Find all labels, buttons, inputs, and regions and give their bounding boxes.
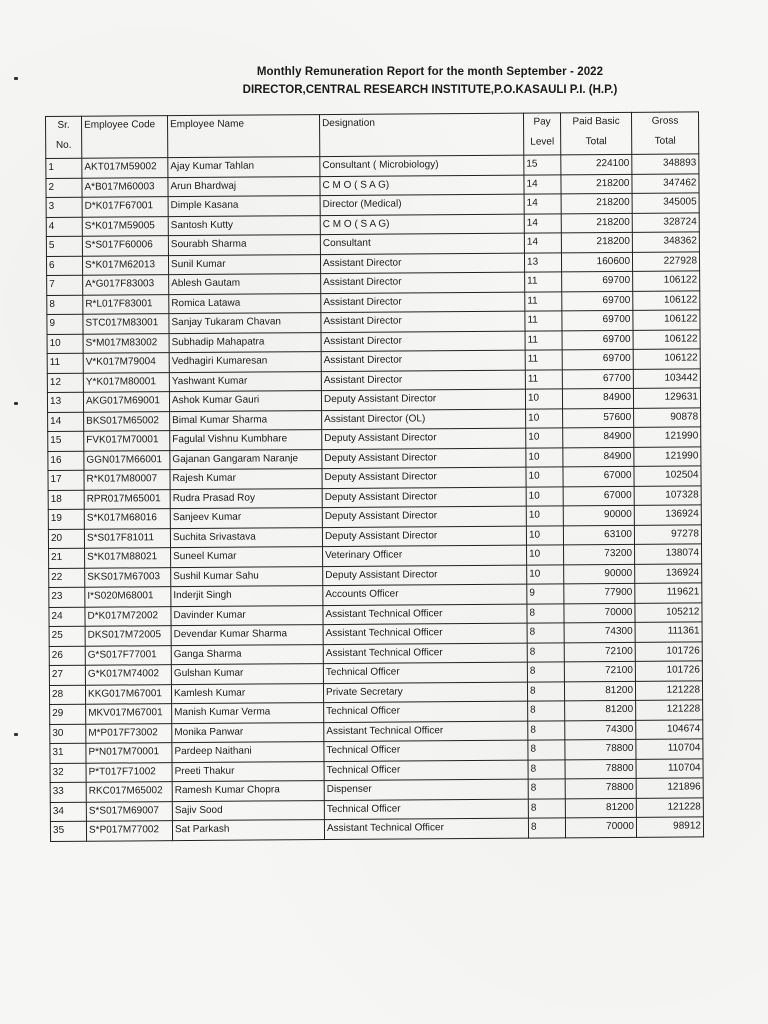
cell-gross-total: 106122 (633, 290, 700, 310)
cell-paid-basic: 63100 (563, 525, 634, 545)
cell-paid-basic: 73200 (564, 544, 635, 564)
cell-paid-basic: 69700 (562, 349, 633, 369)
cell-employee-name: Ramesh Kumar Chopra (172, 781, 324, 802)
cell-pay-level: 14 (524, 233, 561, 253)
cell-sr: 27 (49, 665, 85, 685)
cell-sr: 5 (46, 236, 82, 256)
cell-designation: Deputy Assistant Director (322, 526, 526, 547)
cell-employee-name: Ablesh Gautam (169, 274, 321, 295)
cell-gross-total: 138074 (635, 544, 702, 564)
cell-paid-basic: 218200 (561, 193, 632, 213)
cell-sr: 11 (47, 353, 83, 373)
cell-employee-name: Vedhagiri Kumaresan (169, 352, 321, 373)
cell-gross-total: 227928 (632, 251, 699, 271)
cell-gross-total: 136924 (634, 505, 701, 525)
remuneration-table (45, 111, 704, 841)
cell-pay-level: 10 (527, 564, 564, 584)
cell-sr: 24 (49, 607, 85, 627)
cell-sr: 6 (46, 256, 82, 276)
cell-gross-total: 110704 (636, 739, 703, 759)
cell-pay-level: 10 (526, 467, 563, 487)
cell-gross-total: 103442 (633, 368, 700, 388)
cell-designation: Veterinary Officer (323, 545, 527, 566)
cell-paid-basic: 218200 (561, 232, 632, 252)
cell-paid-basic: 57600 (563, 408, 634, 428)
cell-designation: Director (Medical) (320, 194, 524, 215)
cell-pay-level: 11 (525, 291, 562, 311)
cell-employee-code: S*S017F81011 (84, 528, 170, 548)
cell-sr: 16 (48, 451, 84, 471)
cell-employee-name: Rajesh Kumar (170, 469, 322, 490)
cell-gross-total: 121228 (636, 700, 703, 720)
cell-pay-level: 8 (527, 603, 564, 623)
cell-employee-code: S*K017M62013 (82, 255, 168, 275)
cell-employee-name: Ashok Kumar Gauri (169, 391, 321, 412)
cell-sr: 2 (46, 178, 82, 198)
cell-employee-name: Sourabh Sharma (168, 235, 320, 256)
cell-paid-basic: 67000 (563, 466, 634, 486)
cell-sr: 32 (50, 763, 86, 783)
cell-gross-total: 106122 (633, 271, 700, 291)
cell-employee-code: V*K017M79004 (83, 353, 169, 373)
cell-employee-name: Monika Panwar (172, 722, 324, 743)
cell-paid-basic: 84900 (563, 427, 634, 447)
cell-gross-total: 121228 (635, 680, 702, 700)
cell-sr: 21 (49, 548, 85, 568)
cell-pay-level: 10 (526, 525, 563, 545)
cell-pay-level: 8 (527, 681, 564, 701)
cell-employee-code: S*K017M59005 (82, 216, 168, 236)
cell-employee-name: Inderjit Singh (171, 586, 323, 607)
cell-employee-name: Fagulal Vishnu Kumbhare (170, 430, 322, 451)
cell-employee-code: AKG017M69001 (83, 392, 169, 412)
scan-speck (14, 733, 18, 736)
cell-employee-code: D*K017F67001 (82, 197, 168, 217)
cell-employee-code: M*P017F73002 (86, 723, 172, 743)
cell-designation: Assistant Technical Officer (323, 643, 527, 664)
cell-designation: Assistant Director (321, 370, 525, 391)
cell-employee-name: Suneel Kumar (171, 547, 323, 568)
cell-sr: 25 (49, 626, 85, 646)
cell-employee-name: Dimple Kasana (168, 196, 320, 217)
cell-sr: 17 (48, 470, 84, 490)
col-header-gross: Gross Total (631, 112, 698, 154)
cell-employee-code: S*K017M88021 (85, 548, 171, 568)
cell-employee-code: Y*K017M80001 (83, 372, 169, 392)
scan-speck (14, 77, 18, 80)
cell-gross-total: 97278 (634, 524, 701, 544)
cell-employee-code: AKT017M59002 (82, 158, 168, 178)
cell-designation: Deputy Assistant Director (322, 448, 526, 469)
cell-paid-basic: 69700 (562, 330, 633, 350)
cell-sr: 28 (49, 685, 85, 705)
cell-paid-basic: 69700 (562, 310, 633, 330)
cell-pay-level: 14 (524, 174, 561, 194)
cell-sr: 9 (47, 314, 83, 334)
cell-employee-name: Gajanan Gangaram Naranje (170, 449, 322, 470)
cell-gross-total: 348362 (632, 232, 699, 252)
cell-designation: Assistant Technical Officer (323, 623, 527, 644)
cell-employee-code: R*L017F83001 (83, 294, 169, 314)
cell-gross-total: 102504 (634, 466, 701, 486)
cell-designation: Technical Officer (324, 760, 528, 781)
cell-designation: Deputy Assistant Director (323, 565, 527, 586)
cell-employee-code: BKS017M65002 (84, 411, 170, 431)
cell-paid-basic: 72100 (564, 642, 635, 662)
cell-gross-total: 104674 (636, 719, 703, 739)
cell-employee-name: Romica Latawa (169, 293, 321, 314)
cell-gross-total: 106122 (633, 329, 700, 349)
cell-employee-name: Subhadip Mahapatra (169, 332, 321, 353)
cell-employee-code: GGN017M66001 (84, 450, 170, 470)
col-header-code: Employee Code (82, 116, 168, 159)
cell-designation: Assistant Technical Officer (324, 721, 528, 742)
table-header-row (46, 112, 699, 159)
col-header-pay-level: Pay Level (523, 113, 560, 155)
cell-designation: Dispenser (324, 779, 528, 800)
cell-employee-code: A*G017F83003 (83, 275, 169, 295)
cell-designation: Assistant Director (320, 253, 524, 274)
cell-sr: 13 (47, 392, 83, 412)
cell-designation: C M O ( S A G) (320, 214, 524, 235)
cell-pay-level: 8 (527, 642, 564, 662)
col-header-sr: Sr. No. (46, 116, 82, 158)
cell-employee-code: I*S020M68001 (85, 587, 171, 607)
cell-sr: 26 (49, 646, 85, 666)
cell-gross-total: 121896 (636, 778, 703, 798)
cell-employee-name: Pardeep Naithani (172, 742, 324, 763)
cell-sr: 31 (50, 743, 86, 763)
cell-employee-code: G*S017F77001 (85, 645, 171, 665)
cell-pay-level: 8 (527, 662, 564, 682)
cell-employee-name: Davinder Kumar (171, 605, 323, 626)
cell-paid-basic: 77900 (564, 583, 635, 603)
cell-employee-name: Arun Bhardwaj (168, 176, 320, 197)
cell-employee-code: S*S017F60006 (82, 236, 168, 256)
cell-paid-basic: 69700 (562, 291, 633, 311)
cell-sr: 35 (50, 821, 86, 841)
cell-paid-basic: 81200 (565, 798, 636, 818)
cell-employee-code: S*K017M68016 (84, 509, 170, 529)
cell-gross-total: 136924 (635, 563, 702, 583)
cell-pay-level: 11 (525, 272, 562, 292)
cell-employee-name: Kamlesh Kumar (171, 683, 323, 704)
cell-gross-total: 347462 (632, 173, 699, 193)
cell-employee-code: P*T017F71002 (86, 762, 172, 782)
cell-pay-level: 8 (527, 623, 564, 643)
cell-employee-code: A*B017M60003 (82, 177, 168, 197)
table-row (50, 817, 703, 841)
cell-employee-name: Devendar Kumar Sharma (171, 625, 323, 646)
cell-gross-total: 121990 (634, 427, 701, 447)
cell-designation: Private Secretary (323, 682, 527, 703)
cell-sr: 18 (48, 490, 84, 510)
cell-designation: Deputy Assistant Director (322, 467, 526, 488)
cell-employee-name: Sat Parkash (172, 820, 324, 841)
cell-employee-code: FVK017M70001 (84, 431, 170, 451)
cell-designation: Assistant Director (321, 292, 525, 313)
cell-paid-basic: 72100 (564, 661, 635, 681)
cell-employee-code: STC017M83001 (83, 314, 169, 334)
col-header-designation: Designation (319, 113, 523, 156)
cell-gross-total: 90878 (634, 407, 701, 427)
cell-paid-basic: 78800 (565, 739, 636, 759)
cell-gross-total: 111361 (635, 622, 702, 642)
cell-pay-level: 15 (524, 155, 561, 175)
cell-gross-total: 119621 (635, 583, 702, 603)
cell-employee-name: Gulshan Kumar (171, 664, 323, 685)
cell-pay-level: 11 (525, 369, 562, 389)
cell-pay-level: 9 (527, 584, 564, 604)
cell-employee-code: RPR017M65001 (84, 489, 170, 509)
cell-pay-level: 8 (528, 720, 565, 740)
cell-employee-name: Sajiv Sood (172, 800, 324, 821)
cell-gross-total: 106122 (633, 310, 700, 330)
cell-pay-level: 10 (526, 428, 563, 448)
cell-employee-code: S*P017M77002 (86, 821, 172, 841)
cell-paid-basic: 78800 (565, 759, 636, 779)
cell-pay-level: 11 (525, 330, 562, 350)
cell-paid-basic: 218200 (561, 213, 632, 233)
cell-employee-name: Suchita Srivastava (170, 527, 322, 548)
cell-sr: 22 (49, 568, 85, 588)
cell-designation: Deputy Assistant Director (321, 389, 525, 410)
cell-designation: Assistant Director (321, 311, 525, 332)
cell-sr: 7 (47, 275, 83, 295)
cell-designation: Deputy Assistant Director (322, 428, 526, 449)
cell-paid-basic: 74300 (565, 720, 636, 740)
cell-pay-level: 8 (528, 798, 565, 818)
cell-pay-level: 10 (526, 486, 563, 506)
cell-designation: Assistant Director (321, 331, 525, 352)
cell-paid-basic: 70000 (565, 817, 636, 837)
cell-employee-name: Sushil Kumar Sahu (171, 566, 323, 587)
cell-designation: Technical Officer (324, 701, 528, 722)
cell-pay-level: 8 (528, 701, 565, 721)
cell-pay-level: 8 (528, 740, 565, 760)
report-title: Monthly Remuneration Report for the month September - 2022 (256, 66, 604, 78)
cell-sr: 20 (48, 529, 84, 549)
cell-employee-code: P*N017M70001 (86, 743, 172, 763)
cell-designation: Deputy Assistant Director (322, 487, 526, 508)
cell-gross-total: 105212 (635, 602, 702, 622)
cell-paid-basic: 90000 (564, 564, 635, 584)
cell-sr: 15 (48, 431, 84, 451)
cell-gross-total: 348893 (632, 154, 699, 174)
institute-name: DIRECTOR,CENTRAL RESEARCH INSTITUTE,P.O.KASAULI P.I. (H.P.) (242, 84, 618, 96)
cell-sr: 10 (47, 334, 83, 354)
table-body (46, 154, 704, 841)
cell-pay-level: 11 (525, 350, 562, 370)
cell-sr: 14 (48, 412, 84, 432)
cell-employee-name: Bimal Kumar Sharma (170, 410, 322, 431)
cell-gross-total: 345005 (632, 193, 699, 213)
cell-pay-level: 11 (525, 311, 562, 331)
cell-sr: 12 (47, 373, 83, 393)
cell-employee-code: S*M017M83002 (83, 333, 169, 353)
cell-paid-basic: 84900 (562, 388, 633, 408)
cell-pay-level: 10 (527, 545, 564, 565)
cell-employee-name: Sunil Kumar (168, 254, 320, 275)
cell-paid-basic: 218200 (561, 174, 632, 194)
cell-gross-total: 129631 (633, 388, 700, 408)
cell-sr: 29 (50, 704, 86, 724)
cell-designation: Consultant ( Microbiology) (320, 155, 524, 176)
cell-employee-code: RKC017M65002 (86, 782, 172, 802)
cell-employee-name: Preeti Thakur (172, 761, 324, 782)
cell-sr: 33 (50, 782, 86, 802)
cell-paid-basic: 84900 (563, 447, 634, 467)
cell-employee-name: Manish Kumar Verma (172, 703, 324, 724)
cell-pay-level: 10 (526, 506, 563, 526)
cell-designation: Assistant Director (OL) (322, 409, 526, 430)
cell-paid-basic: 81200 (565, 700, 636, 720)
cell-paid-basic: 224100 (561, 154, 632, 174)
cell-gross-total: 121990 (634, 446, 701, 466)
cell-employee-name: Ajay Kumar Tahlan (168, 157, 320, 178)
cell-paid-basic: 70000 (564, 603, 635, 623)
cell-designation: Consultant (320, 233, 524, 254)
cell-pay-level: 13 (524, 252, 561, 272)
cell-employee-code: S*S017M69007 (86, 801, 172, 821)
cell-employee-name: Sanjeev Kumar (170, 508, 322, 529)
cell-paid-basic: 90000 (563, 505, 634, 525)
cell-employee-name: Rudra Prasad Roy (170, 488, 322, 509)
cell-designation: Technical Officer (323, 662, 527, 683)
cell-pay-level: 10 (526, 447, 563, 467)
cell-paid-basic: 160600 (561, 252, 632, 272)
cell-gross-total: 101726 (635, 661, 702, 681)
cell-gross-total: 98912 (636, 817, 703, 837)
cell-designation: Accounts Officer (323, 584, 527, 605)
col-header-paid-basic: Paid Basic Total (560, 112, 631, 154)
cell-pay-level: 14 (524, 194, 561, 214)
cell-designation: Technical Officer (324, 799, 528, 820)
cell-gross-total: 110704 (636, 758, 703, 778)
cell-designation: Deputy Assistant Director (322, 506, 526, 527)
cell-sr: 19 (48, 509, 84, 529)
cell-sr: 30 (50, 724, 86, 744)
cell-employee-name: Santosh Kutty (168, 215, 320, 236)
cell-employee-code: G*K017M74002 (85, 665, 171, 685)
cell-gross-total: 107328 (634, 485, 701, 505)
scan-speck (14, 402, 18, 405)
cell-gross-total: 106122 (633, 349, 700, 369)
col-header-name: Employee Name (168, 115, 320, 158)
cell-paid-basic: 78800 (565, 778, 636, 798)
cell-employee-code: MKV017M67001 (86, 704, 172, 724)
cell-employee-name: Yashwant Kumar (169, 371, 321, 392)
cell-pay-level: 10 (526, 408, 563, 428)
cell-paid-basic: 67700 (562, 369, 633, 389)
cell-employee-code: KKG017M67001 (85, 684, 171, 704)
cell-designation: C M O ( S A G) (320, 175, 524, 196)
cell-pay-level: 8 (528, 818, 565, 838)
cell-pay-level: 10 (525, 389, 562, 409)
cell-paid-basic: 67000 (563, 486, 634, 506)
cell-pay-level: 14 (524, 213, 561, 233)
cell-sr: 34 (50, 802, 86, 822)
cell-designation: Technical Officer (324, 740, 528, 761)
cell-designation: Assistant Director (321, 272, 525, 293)
cell-gross-total: 101726 (635, 641, 702, 661)
cell-sr: 4 (46, 217, 82, 237)
cell-employee-code: D*K017M72002 (85, 606, 171, 626)
cell-gross-total: 121228 (636, 797, 703, 817)
cell-pay-level: 8 (528, 779, 565, 799)
cell-gross-total: 328724 (632, 212, 699, 232)
cell-sr: 1 (46, 158, 82, 178)
cell-employee-code: R*K017M80007 (84, 470, 170, 490)
cell-paid-basic: 74300 (564, 622, 635, 642)
cell-sr: 8 (47, 295, 83, 315)
cell-sr: 23 (49, 587, 85, 607)
cell-paid-basic: 81200 (564, 681, 635, 701)
cell-employee-code: SKS017M67003 (85, 567, 171, 587)
cell-designation: Assistant Technical Officer (323, 604, 527, 625)
cell-pay-level: 8 (528, 759, 565, 779)
cell-employee-code: DKS017M72005 (85, 626, 171, 646)
cell-designation: Assistant Technical Officer (324, 818, 528, 839)
cell-employee-name: Sanjay Tukaram Chavan (169, 313, 321, 334)
cell-employee-name: Ganga Sharma (171, 644, 323, 665)
cell-sr: 3 (46, 197, 82, 217)
cell-paid-basic: 69700 (562, 271, 633, 291)
cell-designation: Assistant Director (321, 350, 525, 371)
